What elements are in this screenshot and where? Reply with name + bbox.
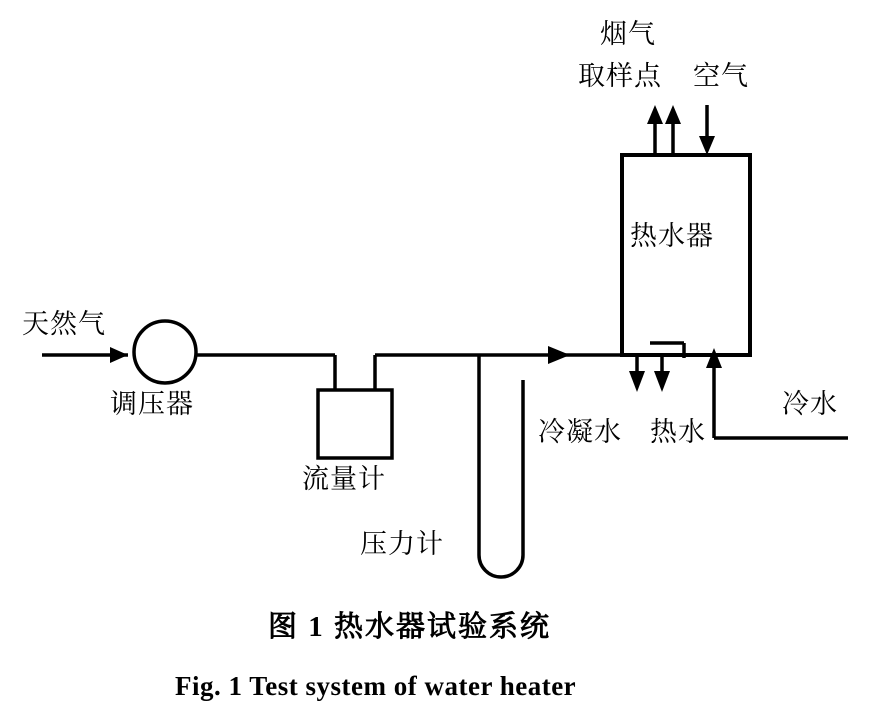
condensate-arrowhead bbox=[629, 371, 645, 392]
cold-water-arrowhead bbox=[706, 348, 722, 368]
flue-arrowhead-2 bbox=[665, 105, 681, 124]
label-flow-meter: 流量计 bbox=[302, 464, 386, 494]
label-condensate-water: 冷凝水 bbox=[538, 417, 622, 447]
label-sampling-point: 取样点 bbox=[578, 61, 662, 91]
gas-inlet-arrowhead bbox=[110, 347, 128, 363]
label-flue-gas: 烟气 bbox=[600, 19, 656, 49]
pressure-gauge-tube bbox=[479, 355, 523, 577]
hot-water-arrowhead bbox=[654, 371, 670, 392]
label-water-heater: 热水器 bbox=[630, 221, 714, 251]
water-heater-box bbox=[622, 155, 750, 355]
label-cold-water: 冷水 bbox=[782, 389, 838, 419]
label-pressure-regulator: 调压器 bbox=[110, 389, 194, 419]
flue-arrowhead-1 bbox=[647, 105, 663, 124]
label-pressure-gauge: 压力计 bbox=[360, 529, 444, 559]
gas-flow-arrowhead bbox=[548, 346, 570, 364]
pressure-regulator-circle bbox=[134, 321, 196, 383]
label-hot-water: 热水 bbox=[650, 417, 706, 447]
label-air: 空气 bbox=[693, 61, 749, 91]
flow-meter-box bbox=[318, 390, 392, 458]
figure-caption-cn: 图 1 热水器试验系统 bbox=[268, 611, 552, 643]
label-natural-gas: 天然气 bbox=[22, 309, 106, 339]
figure-caption-en: Fig. 1 Test system of water heater bbox=[175, 671, 577, 701]
air-inlet-arrowhead bbox=[699, 136, 715, 155]
